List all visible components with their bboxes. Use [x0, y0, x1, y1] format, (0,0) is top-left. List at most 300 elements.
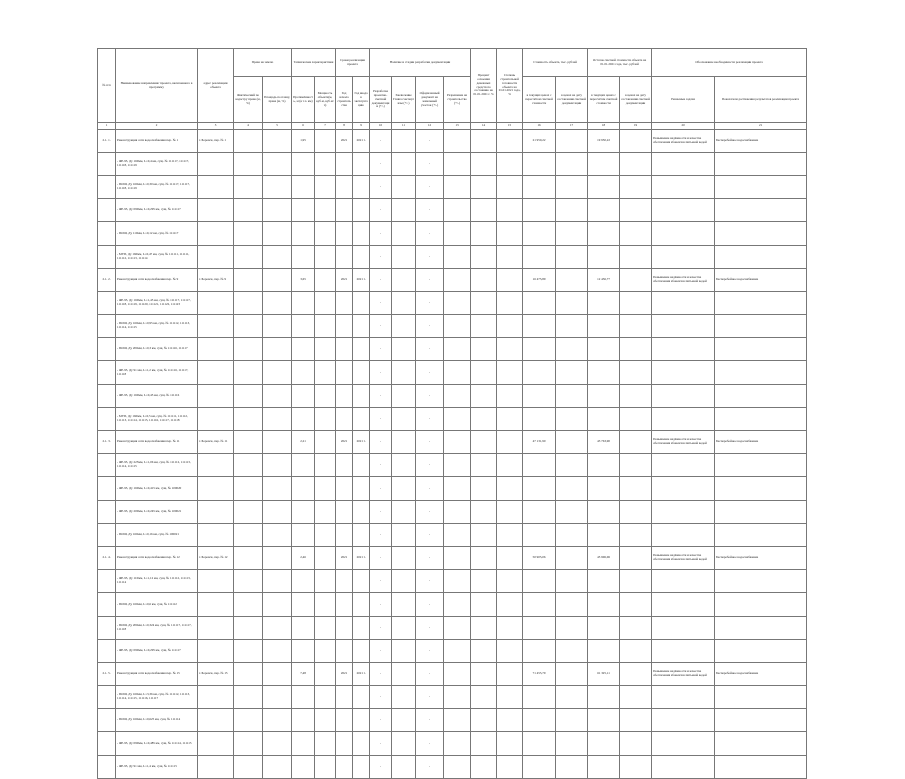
table-cell: 2021 — [336, 129, 353, 152]
table-cell — [234, 500, 263, 523]
table-cell: - — [370, 500, 392, 523]
table-cell — [523, 686, 556, 709]
table-cell — [198, 315, 234, 338]
table-cell — [523, 593, 556, 616]
header-num: № п/п — [98, 49, 116, 123]
table-cell — [292, 570, 315, 593]
table-cell: Реконструкция сети водоснабжения пер. № 9 — [116, 268, 198, 291]
table-cell — [715, 500, 807, 523]
table-cell: - — [370, 407, 392, 430]
table-cell: - — [416, 407, 444, 430]
table-cell — [715, 639, 807, 662]
table-cell — [198, 407, 234, 430]
table-cell — [263, 222, 292, 245]
column-number: 5 — [263, 123, 292, 129]
header-terms: Сроки реализации проекта — [336, 49, 370, 77]
table-cell — [263, 570, 292, 593]
table-cell — [652, 175, 715, 198]
table-cell — [353, 361, 370, 384]
table-cell — [234, 152, 263, 175]
table-cell — [556, 245, 588, 268]
table-cell — [556, 500, 588, 523]
table-cell — [198, 291, 234, 314]
table-cell — [353, 616, 370, 639]
table-row-item — [98, 175, 807, 198]
column-number: 17 — [556, 123, 588, 129]
table-cell: 50 905,06 — [523, 546, 556, 569]
table-cell — [620, 222, 652, 245]
table-cell — [497, 546, 523, 569]
table-cell — [98, 222, 116, 245]
table-cell — [315, 199, 336, 222]
table-cell: Реконструкция сети водоснабжения пер. № 12 — [116, 546, 198, 569]
table-cell — [292, 222, 315, 245]
table-row-item — [98, 384, 807, 407]
table-cell — [620, 384, 652, 407]
column-number: 12 — [416, 123, 444, 129]
table-cell — [471, 199, 497, 222]
table-cell — [392, 570, 416, 593]
table-cell — [263, 152, 292, 175]
table-cell — [471, 616, 497, 639]
table-cell — [497, 593, 523, 616]
table-cell — [315, 639, 336, 662]
table-cell — [234, 546, 263, 569]
header-name: Наименование направления/ проекта, включенного в программу — [116, 49, 198, 123]
table-cell: - ФР-95, Ду 160мм, L=1,45 км, сущ. № 111117, 111117, 111118, 111119, 111120, 111121, 111122, 111123 — [116, 291, 198, 314]
table-cell — [556, 570, 588, 593]
table-row-item — [98, 152, 807, 175]
table-cell — [556, 431, 588, 454]
table-cell — [315, 662, 336, 685]
table-cell — [556, 732, 588, 755]
table-cell — [497, 268, 523, 291]
table-cell — [353, 152, 370, 175]
table-cell: - ПОШ, Ду 200мм, L=0,324 км, сущ. № 111117, 111117, 111118 — [116, 616, 198, 639]
table-cell — [497, 639, 523, 662]
table-cell: - — [416, 732, 444, 755]
table-cell — [353, 732, 370, 755]
table-cell — [444, 175, 471, 198]
table-cell: - — [416, 199, 444, 222]
column-number: 10 — [370, 123, 392, 129]
table-cell — [234, 662, 263, 685]
table-cell — [98, 523, 116, 546]
table-cell — [444, 431, 471, 454]
table-cell: Повышение надёжности и качества обеспечения абонентов питьевой водой — [652, 431, 715, 454]
table-cell — [444, 384, 471, 407]
table-cell — [715, 616, 807, 639]
table-row-item — [98, 616, 807, 639]
table-cell — [336, 454, 353, 477]
table-cell — [652, 199, 715, 222]
table-cell: г. Боровск, пер. № 11 — [198, 431, 234, 454]
table-cell — [556, 338, 588, 361]
table-cell — [263, 662, 292, 685]
header-docs-c: Оформленный документ на земельный участок (+/-) — [416, 77, 444, 123]
table-cell — [234, 222, 263, 245]
table-cell — [315, 222, 336, 245]
header-progress: Процент освоения денежных средств по состоянию на 01.01.2021 г. % — [471, 49, 497, 123]
table-cell — [392, 384, 416, 407]
table-cell — [198, 500, 234, 523]
table-cell — [444, 546, 471, 569]
table-cell: - — [370, 175, 392, 198]
table-cell — [715, 291, 807, 314]
table-cell — [652, 755, 715, 778]
table-cell — [556, 384, 588, 407]
table-cell — [336, 477, 353, 500]
table-cell — [444, 361, 471, 384]
table-cell — [234, 523, 263, 546]
table-cell — [556, 477, 588, 500]
table-cell — [353, 175, 370, 198]
table-cell — [556, 152, 588, 175]
table-cell — [556, 686, 588, 709]
table-cell — [497, 709, 523, 732]
table-cell — [471, 407, 497, 430]
table-cell — [588, 199, 620, 222]
table-cell — [620, 732, 652, 755]
table-cell — [444, 500, 471, 523]
table-cell — [523, 152, 556, 175]
table-cell — [392, 662, 416, 685]
header-progress2: Степень строительной готовности объекта на 01.01.2021 года, % — [497, 49, 523, 123]
table-cell — [263, 384, 292, 407]
table-cell — [523, 570, 556, 593]
table-cell — [292, 709, 315, 732]
table-cell — [588, 639, 620, 662]
table-cell — [715, 477, 807, 500]
table-cell — [556, 709, 588, 732]
table-cell: - — [416, 129, 444, 152]
table-cell: - — [370, 570, 392, 593]
table-cell: - ФР-95, Ду 090мм, L=0,295 км, сущ. № 111117 — [116, 199, 198, 222]
table-cell — [444, 686, 471, 709]
table-cell — [556, 175, 588, 198]
table-cell: - МУП, Ду 160мм, L=0,5 км, сущ. № 111111, 111112, 111113, 111114, 111115, 111116, 111117, 111118 — [116, 407, 198, 430]
table-cell: - ФР-95, Ду 090мм, L=0,485 км, сущ. № 111114, 111115 — [116, 732, 198, 755]
table-cell — [292, 732, 315, 755]
table-cell — [263, 361, 292, 384]
table-row-project — [98, 662, 807, 685]
table-cell — [292, 338, 315, 361]
table-cell — [620, 338, 652, 361]
table-cell — [523, 732, 556, 755]
table-cell: - — [416, 662, 444, 685]
table-cell: - — [370, 384, 392, 407]
table-row-item — [98, 338, 807, 361]
table-cell: 2021 — [336, 662, 353, 685]
table-cell: 2021 — [336, 268, 353, 291]
table-cell — [353, 523, 370, 546]
table-cell — [336, 245, 353, 268]
table-cell — [588, 361, 620, 384]
table-row-item — [98, 407, 807, 430]
table-cell — [292, 291, 315, 314]
table-cell — [234, 268, 263, 291]
table-cell — [497, 175, 523, 198]
table-cell — [652, 570, 715, 593]
header-cost: Стоимость объекта, тыс. рублей — [523, 49, 588, 77]
table-cell — [292, 686, 315, 709]
table-cell — [392, 338, 416, 361]
table-cell — [471, 732, 497, 755]
table-cell — [652, 593, 715, 616]
table-cell: - — [416, 361, 444, 384]
table-cell — [588, 245, 620, 268]
table-cell — [652, 454, 715, 477]
table-cell — [392, 291, 416, 314]
table-cell — [652, 523, 715, 546]
table-cell — [392, 732, 416, 755]
table-cell: 45 906,06 — [588, 546, 620, 569]
table-cell — [234, 384, 263, 407]
table-cell — [556, 639, 588, 662]
table-cell — [471, 593, 497, 616]
table-cell: - ФР-95, Ду 160мм, L=0,415 км, сущ. № 100020 — [116, 477, 198, 500]
column-number: 3 — [198, 123, 234, 129]
table-row-item — [98, 593, 807, 616]
table-cell — [620, 570, 652, 593]
table-cell: - — [416, 686, 444, 709]
table-cell — [292, 361, 315, 384]
table-cell — [523, 709, 556, 732]
table-row-item — [98, 199, 807, 222]
table-cell: 19 950,22 — [588, 129, 620, 152]
header-rights-a: Фактический по кадастру права (м, %) — [234, 77, 263, 123]
table-cell — [652, 616, 715, 639]
table-cell: - — [416, 639, 444, 662]
table-cell: 12 436,77 — [588, 268, 620, 291]
table-cell — [652, 639, 715, 662]
table-cell — [556, 407, 588, 430]
table-cell — [198, 384, 234, 407]
table-cell — [523, 384, 556, 407]
table-cell — [234, 570, 263, 593]
table-cell — [98, 199, 116, 222]
header-address: адрес реализации объекта — [198, 49, 234, 123]
column-number: 14 — [471, 123, 497, 129]
table-cell: - — [416, 245, 444, 268]
table-cell — [292, 384, 315, 407]
table-cell — [620, 546, 652, 569]
table-cell — [471, 268, 497, 291]
table-cell — [471, 315, 497, 338]
table-cell: - ФР-95, Ду 090мм, L=0,295 км, сущ. № 111117 — [116, 639, 198, 662]
table-row-item — [98, 639, 807, 662]
table-cell — [263, 477, 292, 500]
table-cell — [392, 268, 416, 291]
table-cell — [292, 407, 315, 430]
table-cell: - — [370, 291, 392, 314]
table-cell — [652, 315, 715, 338]
table-cell — [336, 686, 353, 709]
table-cell — [620, 593, 652, 616]
table-cell: - — [416, 315, 444, 338]
table-cell: 2.1. 3. — [98, 431, 116, 454]
table-cell — [292, 616, 315, 639]
table-cell: 2.1. 4. — [98, 546, 116, 569]
header-justify-a: Решаемые задачи — [652, 77, 715, 123]
table-cell — [444, 129, 471, 152]
table-cell — [336, 523, 353, 546]
header-tech-a: Протяжённость, м (в т.ч. км) — [292, 77, 315, 123]
table-cell — [588, 407, 620, 430]
table-row-project — [98, 129, 807, 152]
table-cell — [315, 315, 336, 338]
table-cell — [620, 199, 652, 222]
table-cell: - — [416, 268, 444, 291]
table-cell: - ФР-95, Ду 160мм, L=0,45 км, сущ. № 111116 — [116, 384, 198, 407]
table-cell — [471, 431, 497, 454]
table-cell: г. Боровск, пер. № 9 — [198, 268, 234, 291]
table-cell — [652, 222, 715, 245]
table-cell — [588, 593, 620, 616]
column-number: 9 — [353, 123, 370, 129]
table-cell — [292, 477, 315, 500]
table-cell — [588, 709, 620, 732]
table-cell — [198, 454, 234, 477]
table-cell — [353, 291, 370, 314]
table-cell — [444, 709, 471, 732]
table-cell — [98, 477, 116, 500]
table-cell: - — [416, 570, 444, 593]
table-cell — [652, 338, 715, 361]
table-cell — [523, 361, 556, 384]
table-cell — [715, 245, 807, 268]
table-cell: Повышение надёжности и качества обеспечения абонентов питьевой водой — [652, 268, 715, 291]
table-cell — [556, 662, 588, 685]
table-cell: - — [370, 268, 392, 291]
table-cell — [336, 407, 353, 430]
table-cell — [263, 175, 292, 198]
table-cell — [263, 639, 292, 662]
table-cell — [292, 639, 315, 662]
table-cell — [392, 500, 416, 523]
table-cell — [471, 291, 497, 314]
table-cell — [98, 732, 116, 755]
table-cell — [523, 338, 556, 361]
table-cell — [392, 454, 416, 477]
table-cell — [471, 477, 497, 500]
table-cell — [392, 616, 416, 639]
table-cell — [620, 245, 652, 268]
table-cell: Повышение надёжности и качества обеспечения абонентов питьевой водой — [652, 546, 715, 569]
table-cell: - — [370, 454, 392, 477]
table-cell: - ФР-95, Ду 160мм, L=0,4 км, сущ. № 111117, 111117, 111118, 111119 — [116, 152, 198, 175]
table-cell — [471, 662, 497, 685]
table-cell — [98, 616, 116, 639]
table-cell — [715, 755, 807, 778]
table-cell — [198, 245, 234, 268]
table-cell — [234, 454, 263, 477]
table-cell — [471, 686, 497, 709]
table-row-item — [98, 755, 807, 778]
table-cell — [556, 546, 588, 569]
column-number: 15 — [497, 123, 523, 129]
table-cell: 2021 г. — [353, 431, 370, 454]
table-cell: - — [416, 338, 444, 361]
table-cell — [98, 570, 116, 593]
table-cell — [444, 732, 471, 755]
table-cell: - — [370, 732, 392, 755]
table-cell — [652, 709, 715, 732]
table-cell — [588, 755, 620, 778]
table-cell — [263, 709, 292, 732]
table-cell — [588, 338, 620, 361]
table-cell — [198, 570, 234, 593]
table-cell: - ФР-95, Ду 225мм, L=1,06 км, сущ. № 111112, 111113, 111114, 111115 — [116, 454, 198, 477]
table-cell — [336, 732, 353, 755]
table-cell — [620, 477, 652, 500]
table-cell — [392, 199, 416, 222]
table-cell: 61 325,11 — [588, 662, 620, 685]
table-cell — [292, 245, 315, 268]
table-cell — [588, 686, 620, 709]
table-cell — [263, 129, 292, 152]
table-cell: г. Боровск, пер. № 15 — [198, 662, 234, 685]
table-cell — [292, 523, 315, 546]
table-cell — [392, 477, 416, 500]
table-cell — [444, 199, 471, 222]
table-cell — [392, 686, 416, 709]
table-row-item — [98, 245, 807, 268]
table-cell — [471, 755, 497, 778]
column-number: 1 — [98, 123, 116, 129]
table-cell — [392, 315, 416, 338]
table-cell — [234, 709, 263, 732]
table-cell — [234, 338, 263, 361]
table-cell — [523, 199, 556, 222]
table-cell — [263, 616, 292, 639]
table-cell — [715, 523, 807, 546]
table-cell — [392, 709, 416, 732]
table-cell: 2021 — [336, 431, 353, 454]
column-number: 11 — [392, 123, 416, 129]
table-cell — [444, 407, 471, 430]
table-cell — [336, 639, 353, 662]
table-cell: - ПОШ, Ду 160мм, L=3,36 км, сущ. № 111112, 111113, 111114, 111115, 111116, 111117 — [116, 686, 198, 709]
column-number: 8 — [336, 123, 353, 129]
table-cell — [392, 755, 416, 778]
table-cell — [198, 175, 234, 198]
header-docs-d: Разрешение на строительство (+/-) — [444, 77, 471, 123]
table-cell — [497, 732, 523, 755]
table-cell: 2021 г. — [353, 662, 370, 685]
table-cell — [234, 175, 263, 198]
table-cell — [392, 407, 416, 430]
table-cell — [497, 152, 523, 175]
table-cell — [471, 175, 497, 198]
table-cell — [444, 477, 471, 500]
table-cell: - — [370, 431, 392, 454]
table-row-item — [98, 477, 807, 500]
table-cell — [497, 500, 523, 523]
table-cell — [234, 477, 263, 500]
table-cell — [98, 407, 116, 430]
table-row-item — [98, 222, 807, 245]
table-cell — [620, 361, 652, 384]
table-cell — [444, 755, 471, 778]
table-cell: - — [416, 222, 444, 245]
table-cell — [198, 199, 234, 222]
table-cell — [471, 245, 497, 268]
table-cell — [315, 686, 336, 709]
table-cell — [588, 570, 620, 593]
table-cell — [315, 175, 336, 198]
column-number: 6 — [292, 123, 315, 129]
